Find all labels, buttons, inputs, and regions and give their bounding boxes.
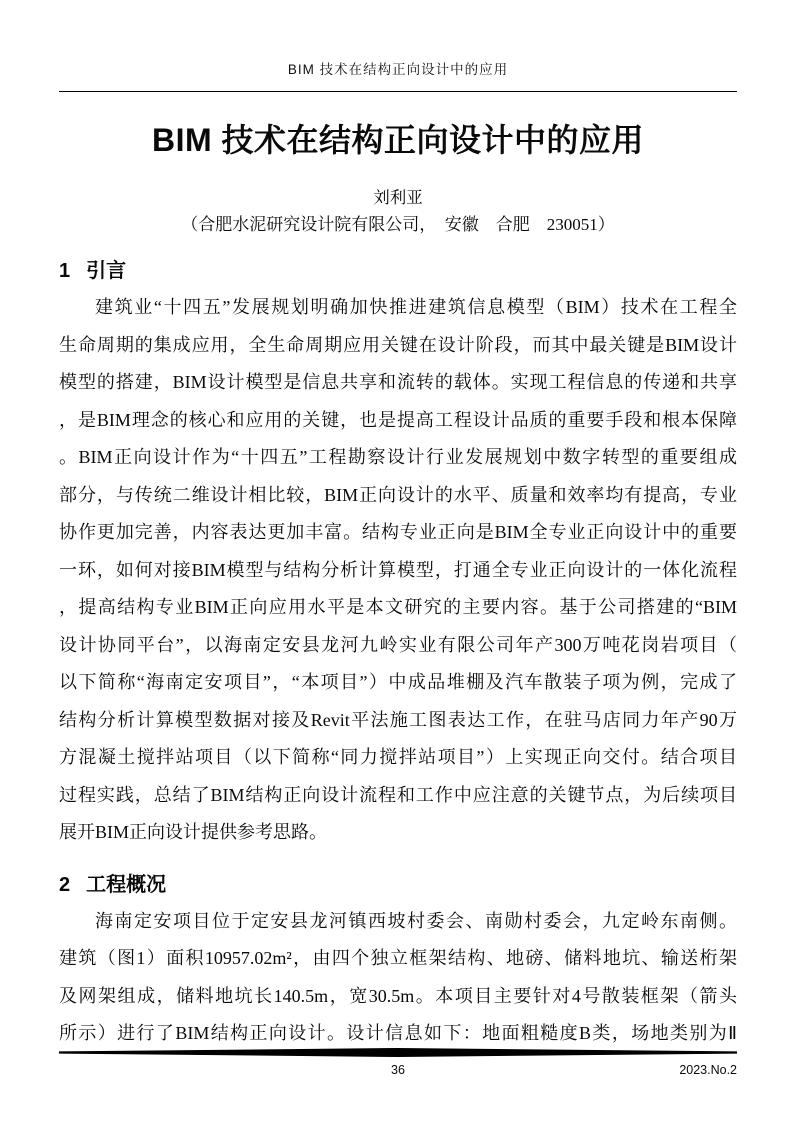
paragraph-line: 协作更加完善，内容表达更加丰富。结构专业正向是BIM全专业正向设计中的重要 xyxy=(59,522,737,542)
paragraph-line: 过程实践，总结了BIM结构正向设计流程和工作中应注意的关键节点，为后续项目 xyxy=(59,784,737,805)
paragraph-line: 所示）进行了BIM结构正向设计。设计信息如下：地面粗糙度B类，场地类别为Ⅱ xyxy=(59,1023,737,1043)
paragraph-line: 建筑业“十四五”发展规划明确加快推进建筑信息模型（BIM）技术在工程全 xyxy=(95,297,737,317)
running-title: BIM 技术在结构正向设计中的应用 xyxy=(287,62,509,77)
page-content xyxy=(59,0,737,1053)
paragraph-line: 生命周期的集成应用，全生命周期应用关键在设计阶段，而其中最关键是BIM设计 xyxy=(59,334,737,355)
author-affiliation: （合肥水泥研究设计院有限公司， 安徽 合肥 230051） xyxy=(181,215,615,234)
section-1-paragraph xyxy=(59,289,737,852)
paragraph-line: 结构分析计算模型数据对接及Revit平法施工图表达工作，在驻马店同力年产90万 xyxy=(59,709,737,730)
paragraph-line: 建筑（图1）面积10957.02m²，由四个独立框架结构、地磅、储料地坑、输送桁架 xyxy=(59,948,737,968)
paragraph-line: 及网架组成，储料地坑长140.5m，宽30.5m。本项目主要针对4号散装框架（箭头 xyxy=(59,985,737,1006)
section-2-title: 工程概况 xyxy=(86,873,167,896)
section-1-title: 引言 xyxy=(86,260,127,282)
footer-bar xyxy=(59,1048,737,1057)
paper-title: BIM 技术在结构正向设计中的应用 xyxy=(151,122,645,158)
paragraph-line: 方混凝土搅拌站项目（以下简称“同力搅拌站项目”）上实现正向交付。结合项目 xyxy=(59,747,737,767)
paragraph-line: 一环，如何对接BIM模型与结构分析计算模型，打通全专业正向设计的一体化流程 xyxy=(59,559,737,580)
page-footer xyxy=(59,1048,737,1079)
paragraph-line: 海南定安项目位于定安县龙河镇西坡村委会、南勋村委会，九定岭东南侧。 xyxy=(95,910,737,931)
author-name: 刘利亚 xyxy=(373,188,423,207)
issue-label: 2023.No.2 xyxy=(679,1063,737,1077)
section-2-heading xyxy=(59,870,737,900)
paragraph-line: 设计协同平台”，以海南定安县龙河九岭实业有限公司年产300万吨花岗岩项目（ xyxy=(59,634,737,655)
section-1-heading xyxy=(59,256,737,286)
paragraph-line: 部分，与传统二维设计相比较，BIM正向设计的水平、质量和效率均有提高，专业 xyxy=(59,484,737,505)
paragraph-line: ，提高结构专业BIM正向应用水平是本文研究的主要内容。基于公司搭建的“BIM xyxy=(59,597,737,617)
header-rule xyxy=(59,91,737,92)
section-2-number: 2 xyxy=(59,873,71,896)
footer-row xyxy=(59,1061,737,1079)
paragraph-line: 。BIM正向设计作为“十四五”工程勘察设计行业发展规划中数字转型的重要组成 xyxy=(59,447,737,467)
page-number: 36 xyxy=(391,1063,405,1077)
section-1-number: 1 xyxy=(59,260,71,282)
paragraph-line: 以下简称“海南定安项目”，“本项目”）中成品堆棚及汽车散装子项为例，完成了 xyxy=(59,672,737,692)
section-2-paragraph xyxy=(59,903,737,1053)
paragraph-line: 展开BIM正向设计提供参考思路。 xyxy=(59,822,328,842)
paragraph-line: ，是BIM理念的核心和应用的关键，也是提高工程设计品质的重要手段和根本保障 xyxy=(59,409,737,430)
paragraph-line: 模型的搭建，BIM设计模型是信息共享和流转的载体。实现工程信息的传递和共享 xyxy=(59,372,737,392)
